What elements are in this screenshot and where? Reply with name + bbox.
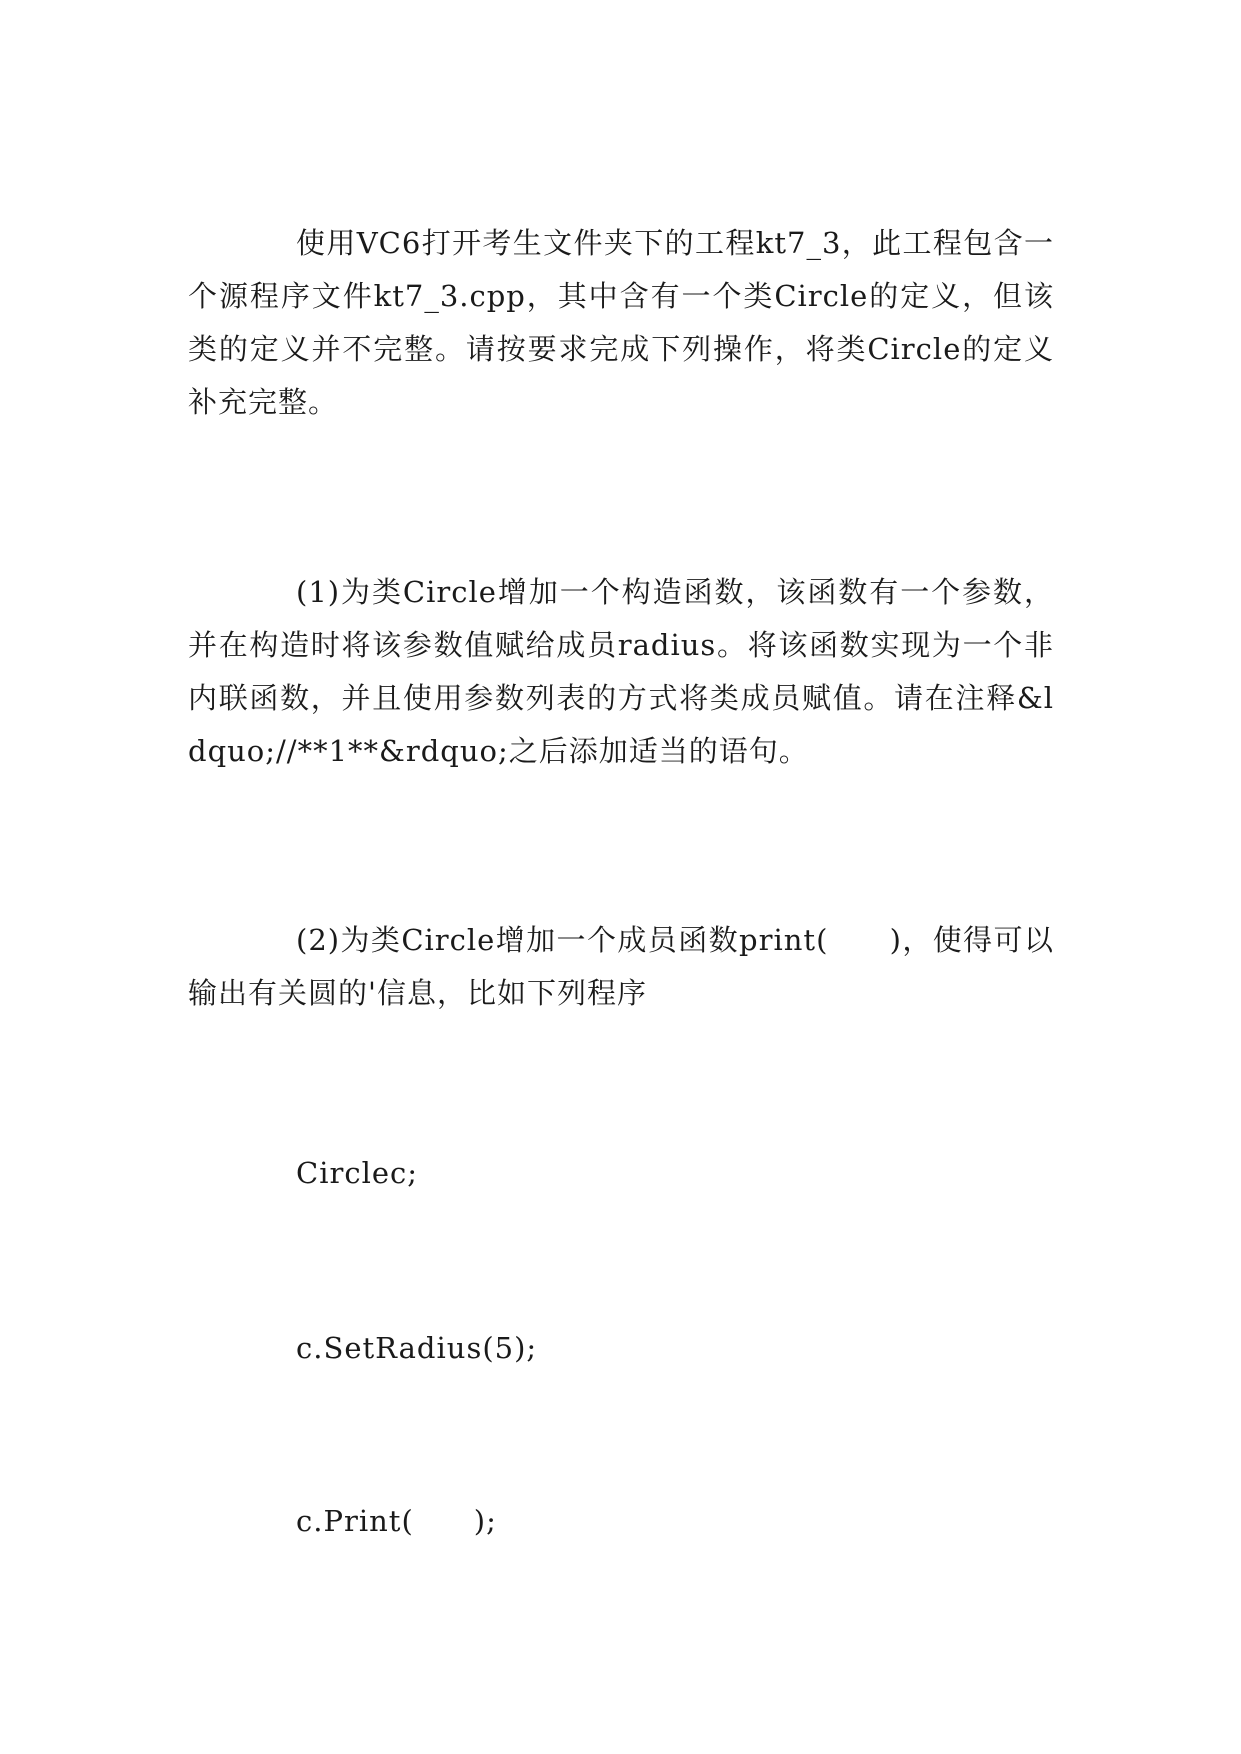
- code-line-print: c.Print( );: [296, 1504, 497, 1538]
- code-line-declaration: Circlec;: [296, 1156, 419, 1190]
- code-line-set-radius: c.SetRadius(5);: [296, 1331, 538, 1365]
- paragraph-intro: 使用VC6打开考生文件夹下的工程kt7_3，此工程包含一个源程序文件kt7_3.cpp，其中含有一个类Circle的定义，但该类的定义并不完整。请按要求完成下列操作，将类Circle的定义补充完整。: [188, 226, 1054, 419]
- paragraph-requirement-2: (2)为类Circle增加一个成员函数print( )，使得可以输出有关圆的'信息，比如下列程序: [188, 923, 1054, 1010]
- paragraph-requirement-1: (1)为类Circle增加一个构造函数，该函数有一个参数，并在构造时将该参数值赋给成员radius。将该函数实现为一个非内联函数，并且使用参数列表的方式将类成员赋值。请在注释&ldquo;//**1**&rdquo;之后添加适当的语句。: [188, 575, 1054, 768]
